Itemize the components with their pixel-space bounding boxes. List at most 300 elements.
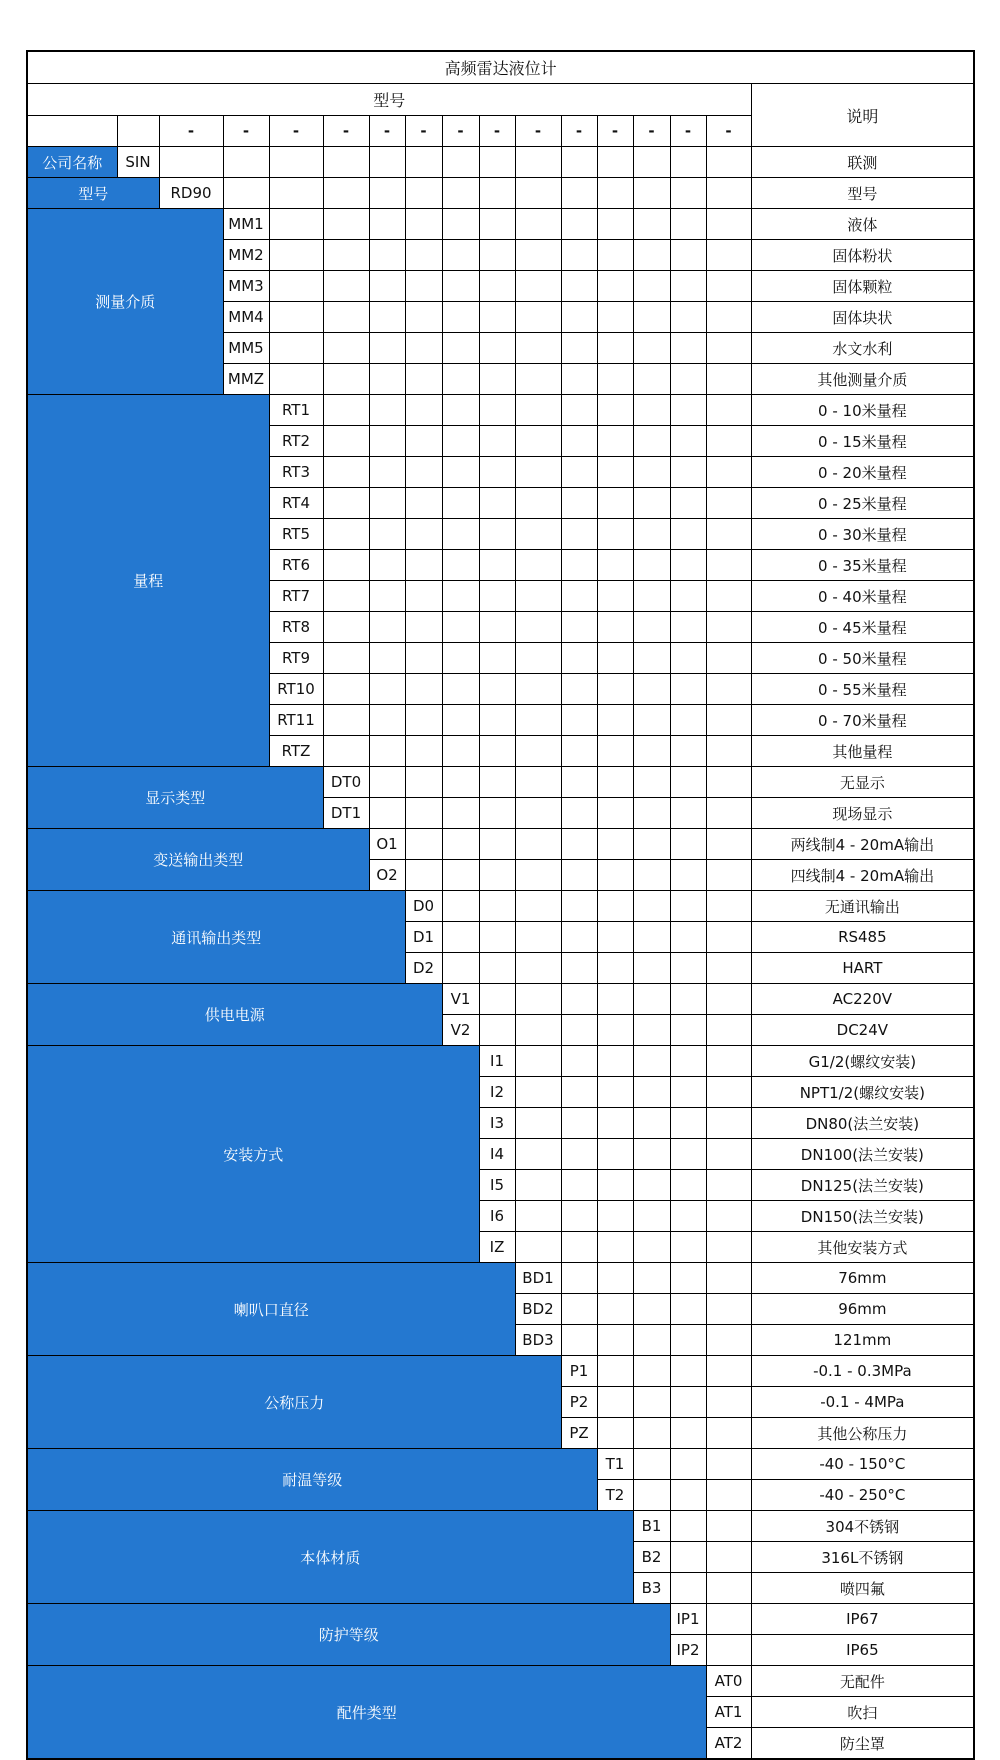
empty-cell [323,178,369,209]
empty-cell [442,891,479,922]
empty-cell [269,240,323,271]
empty-cell [597,519,633,550]
description-header: 说明 [751,84,974,147]
code-cell: RD90 [159,178,223,209]
empty-cell [323,581,369,612]
code-separator-dash: - [633,116,670,147]
description-cell: 吹扫 [751,1697,974,1728]
empty-cell [442,953,479,984]
empty-cell [405,643,442,674]
empty-cell [597,1077,633,1108]
empty-cell [706,1418,751,1449]
empty-cell [633,1356,670,1387]
empty-cell [670,674,706,705]
description-cell: 0 - 70米量程 [751,705,974,736]
empty-cell [597,1108,633,1139]
empty-cell [670,581,706,612]
empty-cell [597,550,633,581]
empty-cell [479,643,515,674]
empty-cell [670,550,706,581]
empty-cell [670,1294,706,1325]
description-cell: 固体粉状 [751,240,974,271]
empty-cell [515,798,561,829]
empty-cell [633,1170,670,1201]
empty-cell [633,488,670,519]
empty-cell [323,674,369,705]
empty-cell [670,1325,706,1356]
empty-cell [442,364,479,395]
empty-cell [633,1201,670,1232]
empty-cell [442,271,479,302]
empty-cell [597,178,633,209]
code-cell: BD3 [515,1325,561,1356]
empty-cell [561,643,597,674]
empty-cell [633,643,670,674]
empty-cell [706,1635,751,1666]
empty-cell [597,1170,633,1201]
category-label-1: 公司名称 [27,147,117,178]
empty-cell [633,178,670,209]
empty-cell [597,395,633,426]
empty-cell [670,705,706,736]
empty-cell [561,271,597,302]
empty-cell [706,860,751,891]
empty-cell [479,240,515,271]
empty-cell [670,1046,706,1077]
code-cell: MM5 [223,333,269,364]
empty-cell [633,1077,670,1108]
empty-cell [479,519,515,550]
category-label-15: 配件类型 [27,1666,706,1760]
empty-cell [442,860,479,891]
empty-cell [670,1511,706,1542]
empty-cell [597,1015,633,1046]
empty-cell [515,395,561,426]
code-separator-dash: - [405,116,442,147]
empty-cell [597,736,633,767]
code-cell: T1 [597,1449,633,1480]
category-label-10: 喇叭口直径 [27,1263,515,1356]
empty-cell [670,457,706,488]
empty-cell [369,581,405,612]
empty-cell [323,147,369,178]
empty-cell [706,1480,751,1511]
empty-cell [479,953,515,984]
empty-cell [706,1449,751,1480]
code-cell: I6 [479,1201,515,1232]
empty-cell [405,426,442,457]
description-cell: 304不锈钢 [751,1511,974,1542]
empty-cell [515,178,561,209]
empty-cell [670,1170,706,1201]
empty-cell [561,457,597,488]
empty-cell [633,736,670,767]
empty-cell [405,829,442,860]
empty-cell [561,1139,597,1170]
empty-cell [597,147,633,178]
empty-cell [223,178,269,209]
code-separator-dash: - [442,116,479,147]
empty-cell [515,612,561,643]
empty-cell [479,798,515,829]
empty-cell [515,984,561,1015]
empty-cell [597,426,633,457]
category-label-7: 通讯输出类型 [27,891,405,984]
empty-cell [479,705,515,736]
code-cell: I2 [479,1077,515,1108]
description-cell: 0 - 15米量程 [751,426,974,457]
description-cell: NPT1/2(螺纹安装) [751,1077,974,1108]
empty-cell [442,178,479,209]
empty-cell [561,891,597,922]
empty-cell [706,922,751,953]
empty-cell [706,333,751,364]
code-separator-dash: - [515,116,561,147]
description-cell: 0 - 55米量程 [751,674,974,705]
empty-cell [670,953,706,984]
empty-cell [633,426,670,457]
description-cell: DN125(法兰安装) [751,1170,974,1201]
code-cell: RT8 [269,612,323,643]
empty-cell [515,1046,561,1077]
empty-cell [323,240,369,271]
empty-cell [561,550,597,581]
empty-cell [633,457,670,488]
empty-cell [597,271,633,302]
code-cell: IZ [479,1232,515,1263]
empty-cell [405,767,442,798]
empty-cell [633,1015,670,1046]
empty-cell [633,1387,670,1418]
empty-cell [706,1356,751,1387]
empty-cell [515,550,561,581]
code-cell: RT10 [269,674,323,705]
code-cell: I3 [479,1108,515,1139]
code-cell: MMZ [223,364,269,395]
empty-cell [706,1015,751,1046]
empty-cell [670,1139,706,1170]
empty-cell [633,1325,670,1356]
category-label-12: 耐温等级 [27,1449,597,1511]
empty-cell [479,209,515,240]
empty-cell [442,550,479,581]
empty-cell [515,271,561,302]
category-label-3: 测量介质 [27,209,223,395]
empty-cell [515,1170,561,1201]
empty-cell [670,1573,706,1604]
empty-cell [597,674,633,705]
empty-cell [515,860,561,891]
empty-cell [670,1418,706,1449]
category-label-9: 安装方式 [27,1046,479,1263]
code-cell: D2 [405,953,442,984]
empty-cell [706,147,751,178]
empty-cell [442,240,479,271]
empty-cell [633,922,670,953]
empty-cell [561,1263,597,1294]
code-separator-dash: - [223,116,269,147]
code-separator-dash: - [597,116,633,147]
empty-cell [670,240,706,271]
code-cell: MM3 [223,271,269,302]
empty-cell [561,488,597,519]
empty-cell [706,1387,751,1418]
empty-cell [561,1077,597,1108]
empty-cell [597,643,633,674]
empty-cell [369,612,405,643]
empty-cell [479,302,515,333]
description-cell: 其他安装方式 [751,1232,974,1263]
empty-cell [706,1511,751,1542]
code-cell: RT6 [269,550,323,581]
empty-cell [479,891,515,922]
empty-cell [561,395,597,426]
empty-cell [515,953,561,984]
description-cell: 其他公称压力 [751,1418,974,1449]
description-cell: 联测 [751,147,974,178]
empty-cell [369,674,405,705]
empty-cell [479,488,515,519]
description-cell: IP67 [751,1604,974,1635]
empty-cell [405,674,442,705]
empty-cell [597,860,633,891]
empty-cell [633,147,670,178]
description-cell: 121mm [751,1325,974,1356]
code-cell: AT0 [706,1666,751,1697]
empty-cell [405,209,442,240]
empty-cell [633,1449,670,1480]
code-cell: RT7 [269,581,323,612]
empty-cell [479,674,515,705]
code-cell: RT11 [269,705,323,736]
code-cell: BD1 [515,1263,561,1294]
empty-cell [597,457,633,488]
empty-cell [597,984,633,1015]
empty-cell [633,767,670,798]
empty-cell [633,364,670,395]
empty-cell [597,1232,633,1263]
empty-cell [369,457,405,488]
empty-cell [597,1387,633,1418]
empty-cell [479,395,515,426]
empty-cell [706,519,751,550]
empty-cell [479,178,515,209]
description-cell: G1/2(螺纹安装) [751,1046,974,1077]
empty-cell [670,1263,706,1294]
empty-cell [442,302,479,333]
empty-cell [597,922,633,953]
empty-cell [633,984,670,1015]
empty-cell [561,798,597,829]
empty-cell [515,488,561,519]
empty-cell [706,1542,751,1573]
empty-cell [479,829,515,860]
empty-cell [633,1232,670,1263]
code-separator-dash: - [479,116,515,147]
description-cell: DN80(法兰安装) [751,1108,974,1139]
code-cell: O1 [369,829,405,860]
empty-cell [479,271,515,302]
empty-cell [515,1015,561,1046]
code-cell: I5 [479,1170,515,1201]
empty-cell [515,209,561,240]
empty-cell [323,395,369,426]
code-cell: D1 [405,922,442,953]
empty-cell [706,1325,751,1356]
empty-cell [633,209,670,240]
empty-cell [597,240,633,271]
empty-cell [515,147,561,178]
empty-cell [561,1232,597,1263]
empty-cell [442,767,479,798]
empty-cell [633,674,670,705]
code-cell: P1 [561,1356,597,1387]
code-cell: B2 [633,1542,670,1573]
empty-cell [369,333,405,364]
empty-cell [633,333,670,364]
empty-cell [670,1201,706,1232]
empty-cell [405,240,442,271]
empty-cell [633,1294,670,1325]
category-label-4: 量程 [27,395,269,767]
empty-cell [706,302,751,333]
empty-cell [633,581,670,612]
empty-cell [670,829,706,860]
description-cell: HART [751,953,974,984]
empty-cell [597,1294,633,1325]
empty-cell [561,426,597,457]
empty-cell [597,891,633,922]
code-cell: B3 [633,1573,670,1604]
empty-cell [561,178,597,209]
code-cell: AT1 [706,1697,751,1728]
code-separator-dash: - [159,116,223,147]
empty-cell [479,364,515,395]
empty-cell [670,1356,706,1387]
code-separator-dash: - [323,116,369,147]
description-cell: -0.1 - 0.3MPa [751,1356,974,1387]
empty-cell [442,519,479,550]
empty-cell [479,612,515,643]
description-cell: 无显示 [751,767,974,798]
empty-cell [369,271,405,302]
empty-cell [670,922,706,953]
empty-cell [479,457,515,488]
empty-cell [706,1201,751,1232]
empty-cell [633,1418,670,1449]
empty-cell [670,426,706,457]
empty-cell [323,519,369,550]
empty-cell [706,271,751,302]
empty-cell [515,581,561,612]
empty-cell [561,1294,597,1325]
empty-cell [561,333,597,364]
empty-cell [597,364,633,395]
description-cell: AC220V [751,984,974,1015]
empty-cell [561,1325,597,1356]
code-separator-dash: - [561,116,597,147]
empty-cell [323,736,369,767]
empty-cell [269,178,323,209]
empty-cell [561,581,597,612]
empty-cell [670,891,706,922]
description-cell: RS485 [751,922,974,953]
empty-cell [405,581,442,612]
empty-cell [369,364,405,395]
empty-cell [633,891,670,922]
empty-cell [479,860,515,891]
empty-cell [369,240,405,271]
sheet-title: 高频雷达液位计 [27,51,974,84]
empty-cell [561,519,597,550]
empty-cell [670,364,706,395]
empty-cell [706,1046,751,1077]
category-label-11: 公称压力 [27,1356,561,1449]
empty-cell [670,488,706,519]
empty-cell [670,209,706,240]
description-cell: DC24V [751,1015,974,1046]
empty-cell [633,1108,670,1139]
empty-cell [561,953,597,984]
empty-cell [515,364,561,395]
empty-cell [597,829,633,860]
description-cell: 0 - 10米量程 [751,395,974,426]
code-cell: RT9 [269,643,323,674]
empty-cell [442,209,479,240]
empty-cell [597,209,633,240]
description-cell: 固体块状 [751,302,974,333]
empty-cell [597,705,633,736]
empty-cell [442,829,479,860]
empty-cell [442,488,479,519]
empty-cell [670,860,706,891]
empty-cell [597,1325,633,1356]
empty-cell [561,984,597,1015]
empty-cell [633,519,670,550]
empty-cell [515,240,561,271]
empty-cell [515,333,561,364]
empty-cell [515,891,561,922]
empty-cell [117,116,159,147]
empty-cell [442,395,479,426]
empty-cell [479,147,515,178]
empty-cell [369,736,405,767]
description-cell: 0 - 30米量程 [751,519,974,550]
empty-cell [670,395,706,426]
code-cell: RT1 [269,395,323,426]
empty-cell [442,333,479,364]
empty-cell [369,519,405,550]
empty-cell [670,1015,706,1046]
category-label-13: 本体材质 [27,1511,633,1604]
code-separator-dash: - [670,116,706,147]
category-label-6: 变送输出类型 [27,829,369,891]
description-cell: 无配件 [751,1666,974,1697]
empty-cell [706,488,751,519]
code-separator-dash: - [706,116,751,147]
empty-cell [706,736,751,767]
empty-cell [597,1356,633,1387]
description-cell: 现场显示 [751,798,974,829]
empty-cell [670,333,706,364]
empty-cell [405,736,442,767]
empty-cell [323,302,369,333]
code-cell: T2 [597,1480,633,1511]
code-cell: DT0 [323,767,369,798]
empty-cell [561,736,597,767]
category-label-5: 显示类型 [27,767,323,829]
empty-cell [706,674,751,705]
